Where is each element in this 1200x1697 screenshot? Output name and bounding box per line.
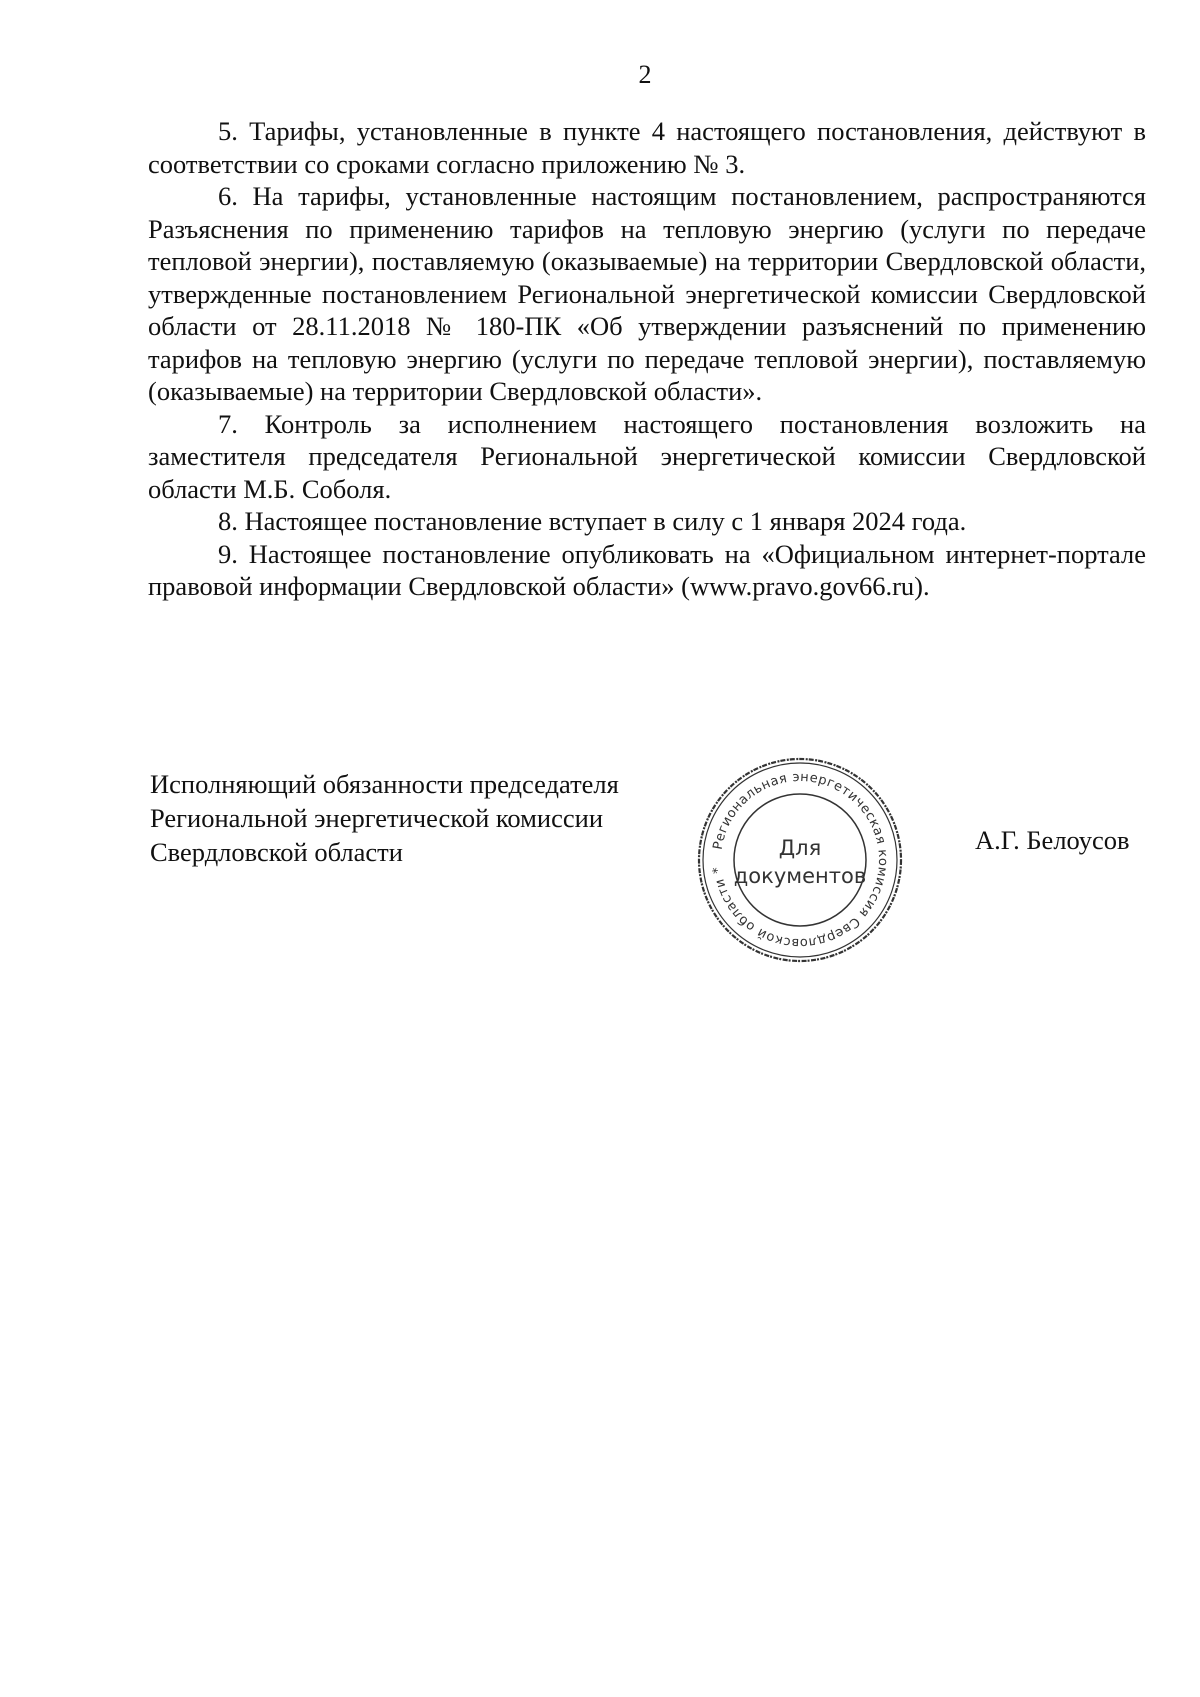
paragraph-6: 6. На тарифы, установленные настоящим постановлением, распространяются Разъяснения по применению тарифов на тепловую энергию (услуги по передаче тепловой энергии), поставляемую (оказываемые) на территории Свердловской области, утвержденные постановлением Региональной энергетической комиссии Свердловской области от 28.11.2018 № 180-ПК «Об утверждении разъяснений по применению тарифов на тепловую энергию (услуги по передаче тепловой энергии), поставляемую (оказываемые) на территории Свердловской области». [148, 181, 1146, 406]
stamp-center-text: документов [733, 864, 867, 888]
document-body [148, 115, 1146, 603]
official-stamp [690, 750, 910, 970]
paragraph-9: 9. Настоящее постановление опубликовать на «Официальном интернет-портале правовой информации Свердловской области» (www.pravo.gov66.ru). [148, 538, 1146, 601]
signatory-position-line: Свердловской области [150, 837, 403, 867]
signatory-position [150, 767, 710, 869]
stamp-ring-text: Региональная энергетическая комиссия Свердловской области * [710, 769, 891, 951]
paragraph-8: 8. Настоящее постановление вступает в силу с 1 января 2024 года. [218, 506, 967, 536]
stamp-center-text: Для [778, 836, 822, 860]
signatory-name: А.Г. Белоусов [975, 825, 1130, 855]
stamp-seal-graphic [690, 750, 910, 970]
paragraph-5: 5. Тарифы, установленные в пункте 4 настоящего постановления, действуют в соответствии со сроками согласно приложению № 3. [148, 116, 1146, 179]
page-number: 2 [638, 60, 652, 89]
paragraph-7: 7. Контроль за исполнением настоящего постановления возложить на заместителя председателя Региональной энергетической комиссии Свердловской области М.Б. Соболя. [148, 408, 1146, 504]
signatory-position-line: Исполняющий обязанности председателя [150, 769, 619, 799]
signatory-position-line: Региональной энергетической комиссии [150, 803, 603, 833]
